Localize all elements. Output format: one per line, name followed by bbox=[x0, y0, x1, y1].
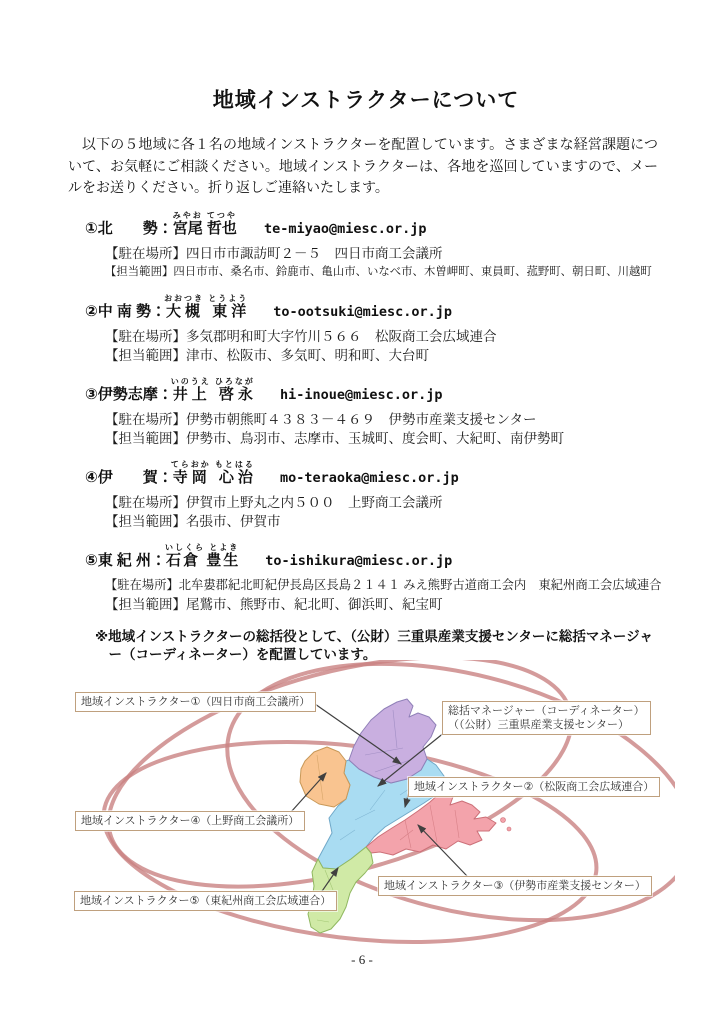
region-label: ④伊 賀： bbox=[85, 468, 173, 486]
map-region-iga bbox=[300, 747, 350, 807]
instructor-section-5 bbox=[85, 543, 664, 614]
instructor-location: 【駐在場所】四日市市諏訪町２－５ 四日市商工会議所 bbox=[105, 245, 443, 261]
instructor-location: 【駐在場所】多気郡明和町大字竹川５６６ 松阪商工会広域連合 bbox=[105, 328, 497, 344]
instructor-furigana: てらおか もとはる bbox=[170, 459, 255, 469]
callout-instructor-3: 地域インストラクター③（伊勢市産業支援センター） bbox=[378, 876, 652, 896]
island-dot bbox=[507, 827, 511, 831]
instructor-areas: 【担当範囲】四日市市、桑名市、鈴鹿市、亀山市、いなべ市、木曽岬町、東員町、菰野町、朝日町、川越町 bbox=[105, 265, 652, 278]
instructor-name-line bbox=[85, 294, 664, 327]
instructor-email: to-ootsuki@miesc.or.jp bbox=[273, 303, 453, 320]
instructor-location: 【駐在場所】伊賀市上野丸之内５００ 上野商工会議所 bbox=[105, 494, 443, 510]
instructor-name: 宮尾 哲也 bbox=[172, 219, 237, 237]
instructor-name-line bbox=[85, 211, 664, 244]
page-title: 地域インストラクターについて bbox=[212, 89, 520, 112]
instructor-section-3 bbox=[85, 377, 664, 448]
instructor-email: to-ishikura@miesc.or.jp bbox=[265, 552, 453, 569]
instructor-section-4 bbox=[85, 460, 664, 531]
instructor-name: 寺岡 心治 bbox=[170, 468, 255, 486]
instructor-name: 井上 啓永 bbox=[170, 385, 255, 403]
instructor-name-line bbox=[85, 460, 664, 493]
instructor-name-line bbox=[85, 377, 664, 410]
callout-general-manager-line1: 総括マネージャー（コーディネーター） bbox=[448, 705, 645, 717]
instructor-name-ruby bbox=[164, 293, 249, 320]
region-label: ③伊勢志摩： bbox=[85, 385, 173, 403]
instructor-areas: 【担当範囲】伊勢市、鳥羽市、志摩市、玉城町、度会町、大紀町、南伊勢町 bbox=[105, 430, 564, 446]
instructor-email: te-miyao@miesc.or.jp bbox=[263, 220, 427, 237]
instructor-areas: 【担当範囲】津市、松阪市、多気町、明和町、大台町 bbox=[105, 347, 429, 363]
instructor-name-ruby bbox=[172, 210, 237, 237]
instructor-section-1 bbox=[85, 211, 664, 282]
instructor-areas: 【担当範囲】名張市、伊賀市 bbox=[105, 513, 281, 529]
instructor-name: 石倉 豊生 bbox=[165, 551, 240, 569]
instructor-name-line bbox=[85, 543, 664, 576]
instructor-name-ruby bbox=[170, 376, 255, 403]
footnote: ※地域インストラクターの総括役として、（公財）三重県産業支援センターに総括マネージャー（コーディネーター）を配置しています。 bbox=[95, 628, 653, 662]
page-number: - 6 - bbox=[351, 952, 373, 967]
instructor-email: hi-inoue@miesc.or.jp bbox=[279, 386, 443, 403]
instructor-location: 【駐在場所】伊勢市朝熊町４３８３－４６９ 伊勢市産業支援センター bbox=[105, 411, 537, 427]
region-label: ⑤東 紀 州： bbox=[85, 551, 167, 569]
intro-paragraph: 以下の５地域に各１名の地域インストラクターを配置しています。さまざまな経営課題について、お気軽にご相談ください。地域インストラクターは、各地を巡回していますので、メールをお送りください。折り返しご連絡いたします。 bbox=[68, 136, 658, 195]
instructor-furigana: いしくら とよき bbox=[165, 542, 240, 552]
instructor-name-ruby bbox=[170, 459, 255, 486]
instructor-furigana: おおつき とうよう bbox=[164, 293, 249, 303]
instructor-name-ruby bbox=[165, 542, 240, 569]
callout-instructor-2: 地域インストラクター②（松阪商工会広域連合） bbox=[408, 777, 660, 797]
callout-general-manager-line2: （（公財）三重県産業支援センター） bbox=[448, 719, 630, 731]
region-label: ②中 南 勢： bbox=[85, 302, 167, 320]
instructor-name: 大槻 東洋 bbox=[164, 302, 249, 320]
mie-prefecture-map-diagram bbox=[0, 658, 724, 958]
instructor-furigana: いのうえ ひろなが bbox=[170, 376, 255, 386]
instructor-email: mo-teraoka@miesc.or.jp bbox=[279, 469, 459, 486]
island-dot bbox=[501, 818, 506, 823]
callout-general-manager bbox=[442, 701, 651, 735]
callout-instructor-4: 地域インストラクター④（上野商工会議所） bbox=[75, 811, 305, 831]
instructor-areas: 【担当範囲】尾鷲市、熊野市、紀北町、御浜町、紀宝町 bbox=[105, 596, 443, 612]
callout-instructor-1: 地域インストラクター①（四日市商工会議所） bbox=[75, 692, 316, 712]
region-label: ①北 勢： bbox=[85, 219, 173, 237]
callout-instructor-5: 地域インストラクター⑤（東紀州商工会広域連合） bbox=[74, 891, 337, 911]
instructor-furigana: みやお てつや bbox=[172, 210, 237, 220]
instructor-sections bbox=[85, 211, 664, 614]
instructor-location: 【駐在場所】北牟婁郡紀北町紀伊長島区長島２１４１ みえ熊野古道商工会内 東紀州商工会広域連合 bbox=[105, 577, 662, 592]
instructor-section-2 bbox=[85, 294, 664, 365]
